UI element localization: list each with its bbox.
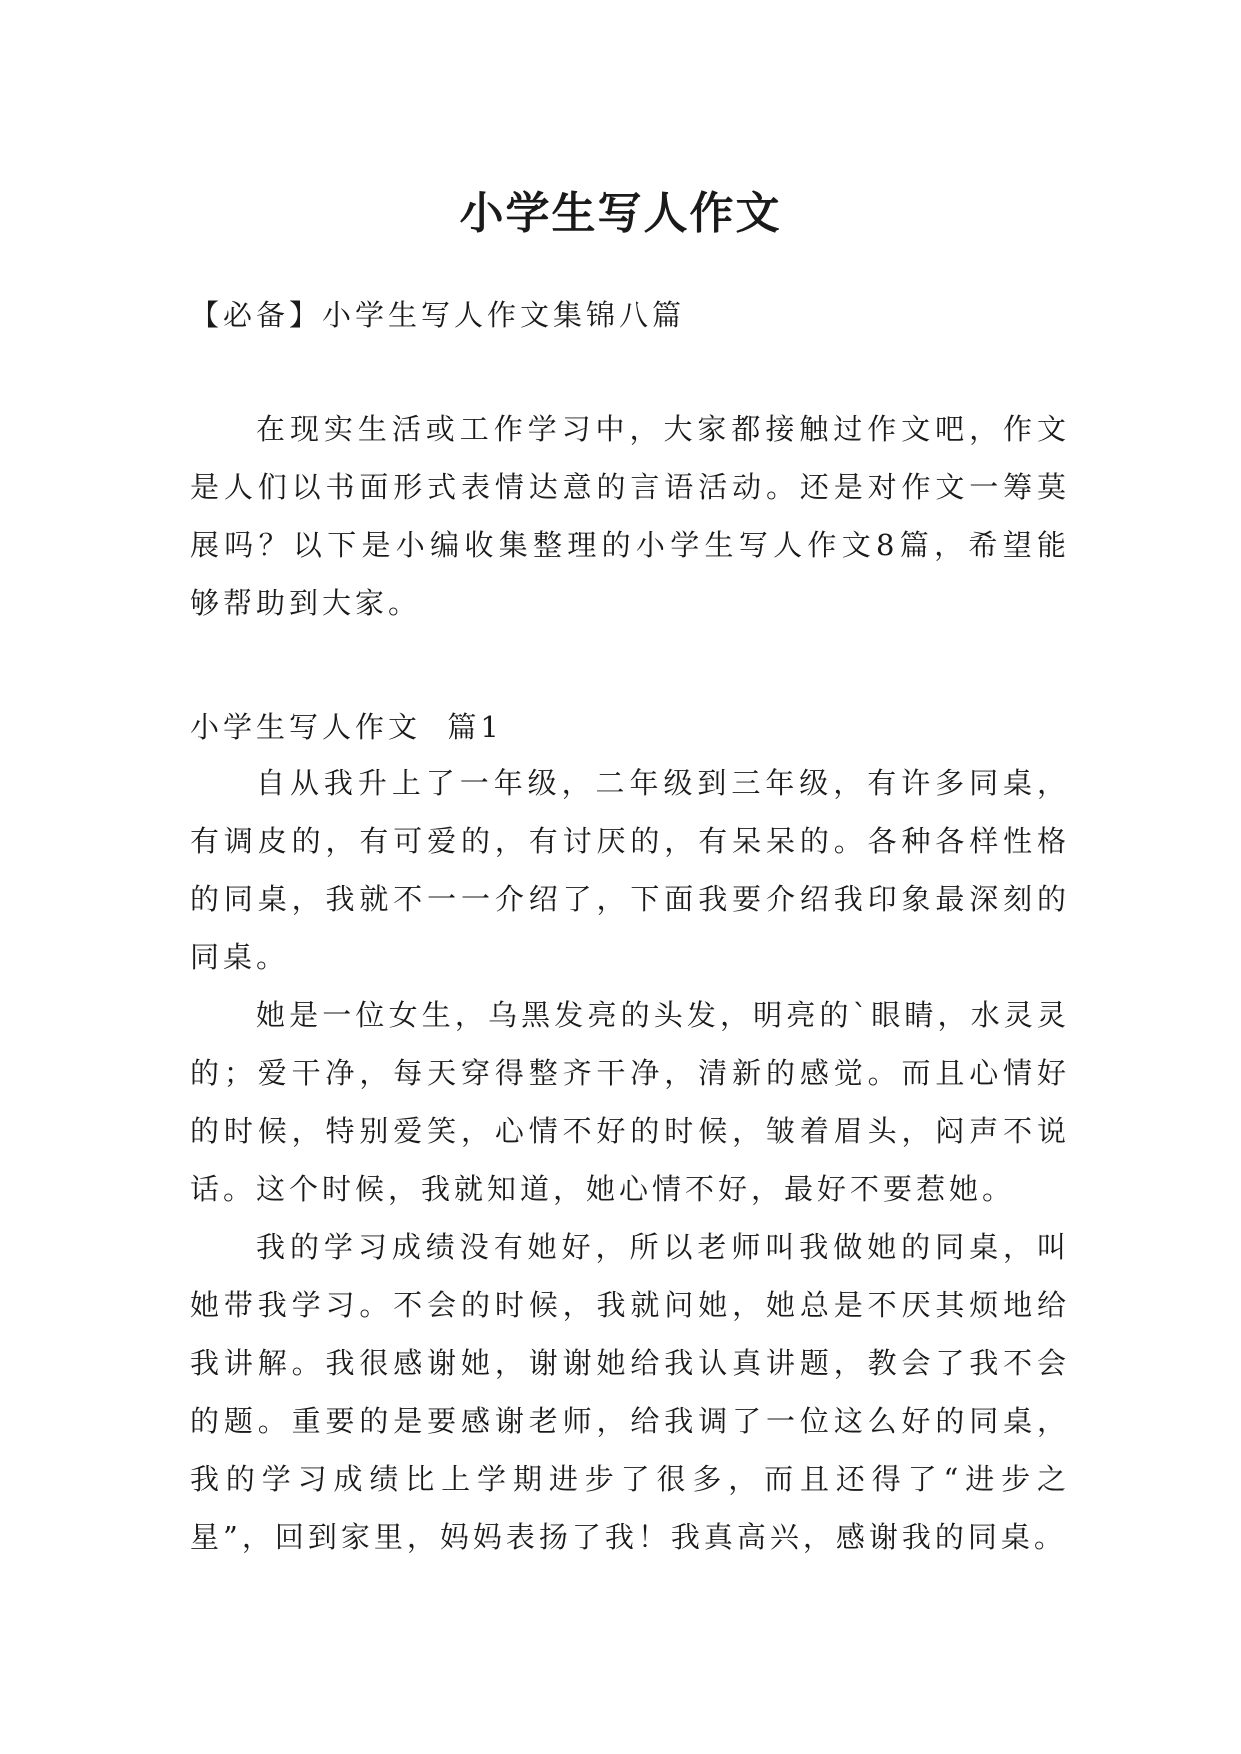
body-paragraph: 她是一位女生，乌黑发亮的头发，明亮的`眼睛，水灵灵的；爱干净，每天穿得整齐干净，清新的感觉。而且心情好的时候，特别爱笑，心情不好的时候，皱着眉头，闷声不说话。这个时候，我就知道，她心情不好，最好不要惹她。 bbox=[190, 998, 1070, 1206]
intro-paragraph: 在现实生活或工作学习中，大家都接触过作文吧，作文是人们以书面形式表情达意的言语活动。还是对作文一筹莫展吗？以下是小编收集整理的小学生写人作文8篇，希望能够帮助到大家。 bbox=[190, 412, 1070, 620]
body-paragraph: 自从我升上了一年级，二年级到三年级，有许多同桌，有调皮的，有可爱的，有讨厌的，有呆呆的。各种各样性格的同桌，我就不一一介绍了，下面我要介绍我印象最深刻的同桌。 bbox=[190, 766, 1070, 974]
body-paragraph: 我的学习成绩没有她好，所以老师叫我做她的同桌，叫她带我学习。不会的时候，我就问她，她总是不厌其烦地给我讲解。我很感谢她，谢谢她给我认真讲题，教会了我不会的题。重要的是要感谢老师，给我调了一位这么好的同桌，我的学习成绩比上学期进步了很多，而且还得了“进步之星”，回到家里，妈妈表扬了我！我真高兴，感谢我的同桌。 bbox=[190, 1230, 1070, 1554]
document-title: 小学生写人作文 bbox=[459, 188, 782, 240]
document-subtitle: 【必备】小学生写人作文集锦八篇 bbox=[190, 298, 686, 332]
section-heading: 小学生写人作文 篇1 bbox=[190, 710, 503, 744]
